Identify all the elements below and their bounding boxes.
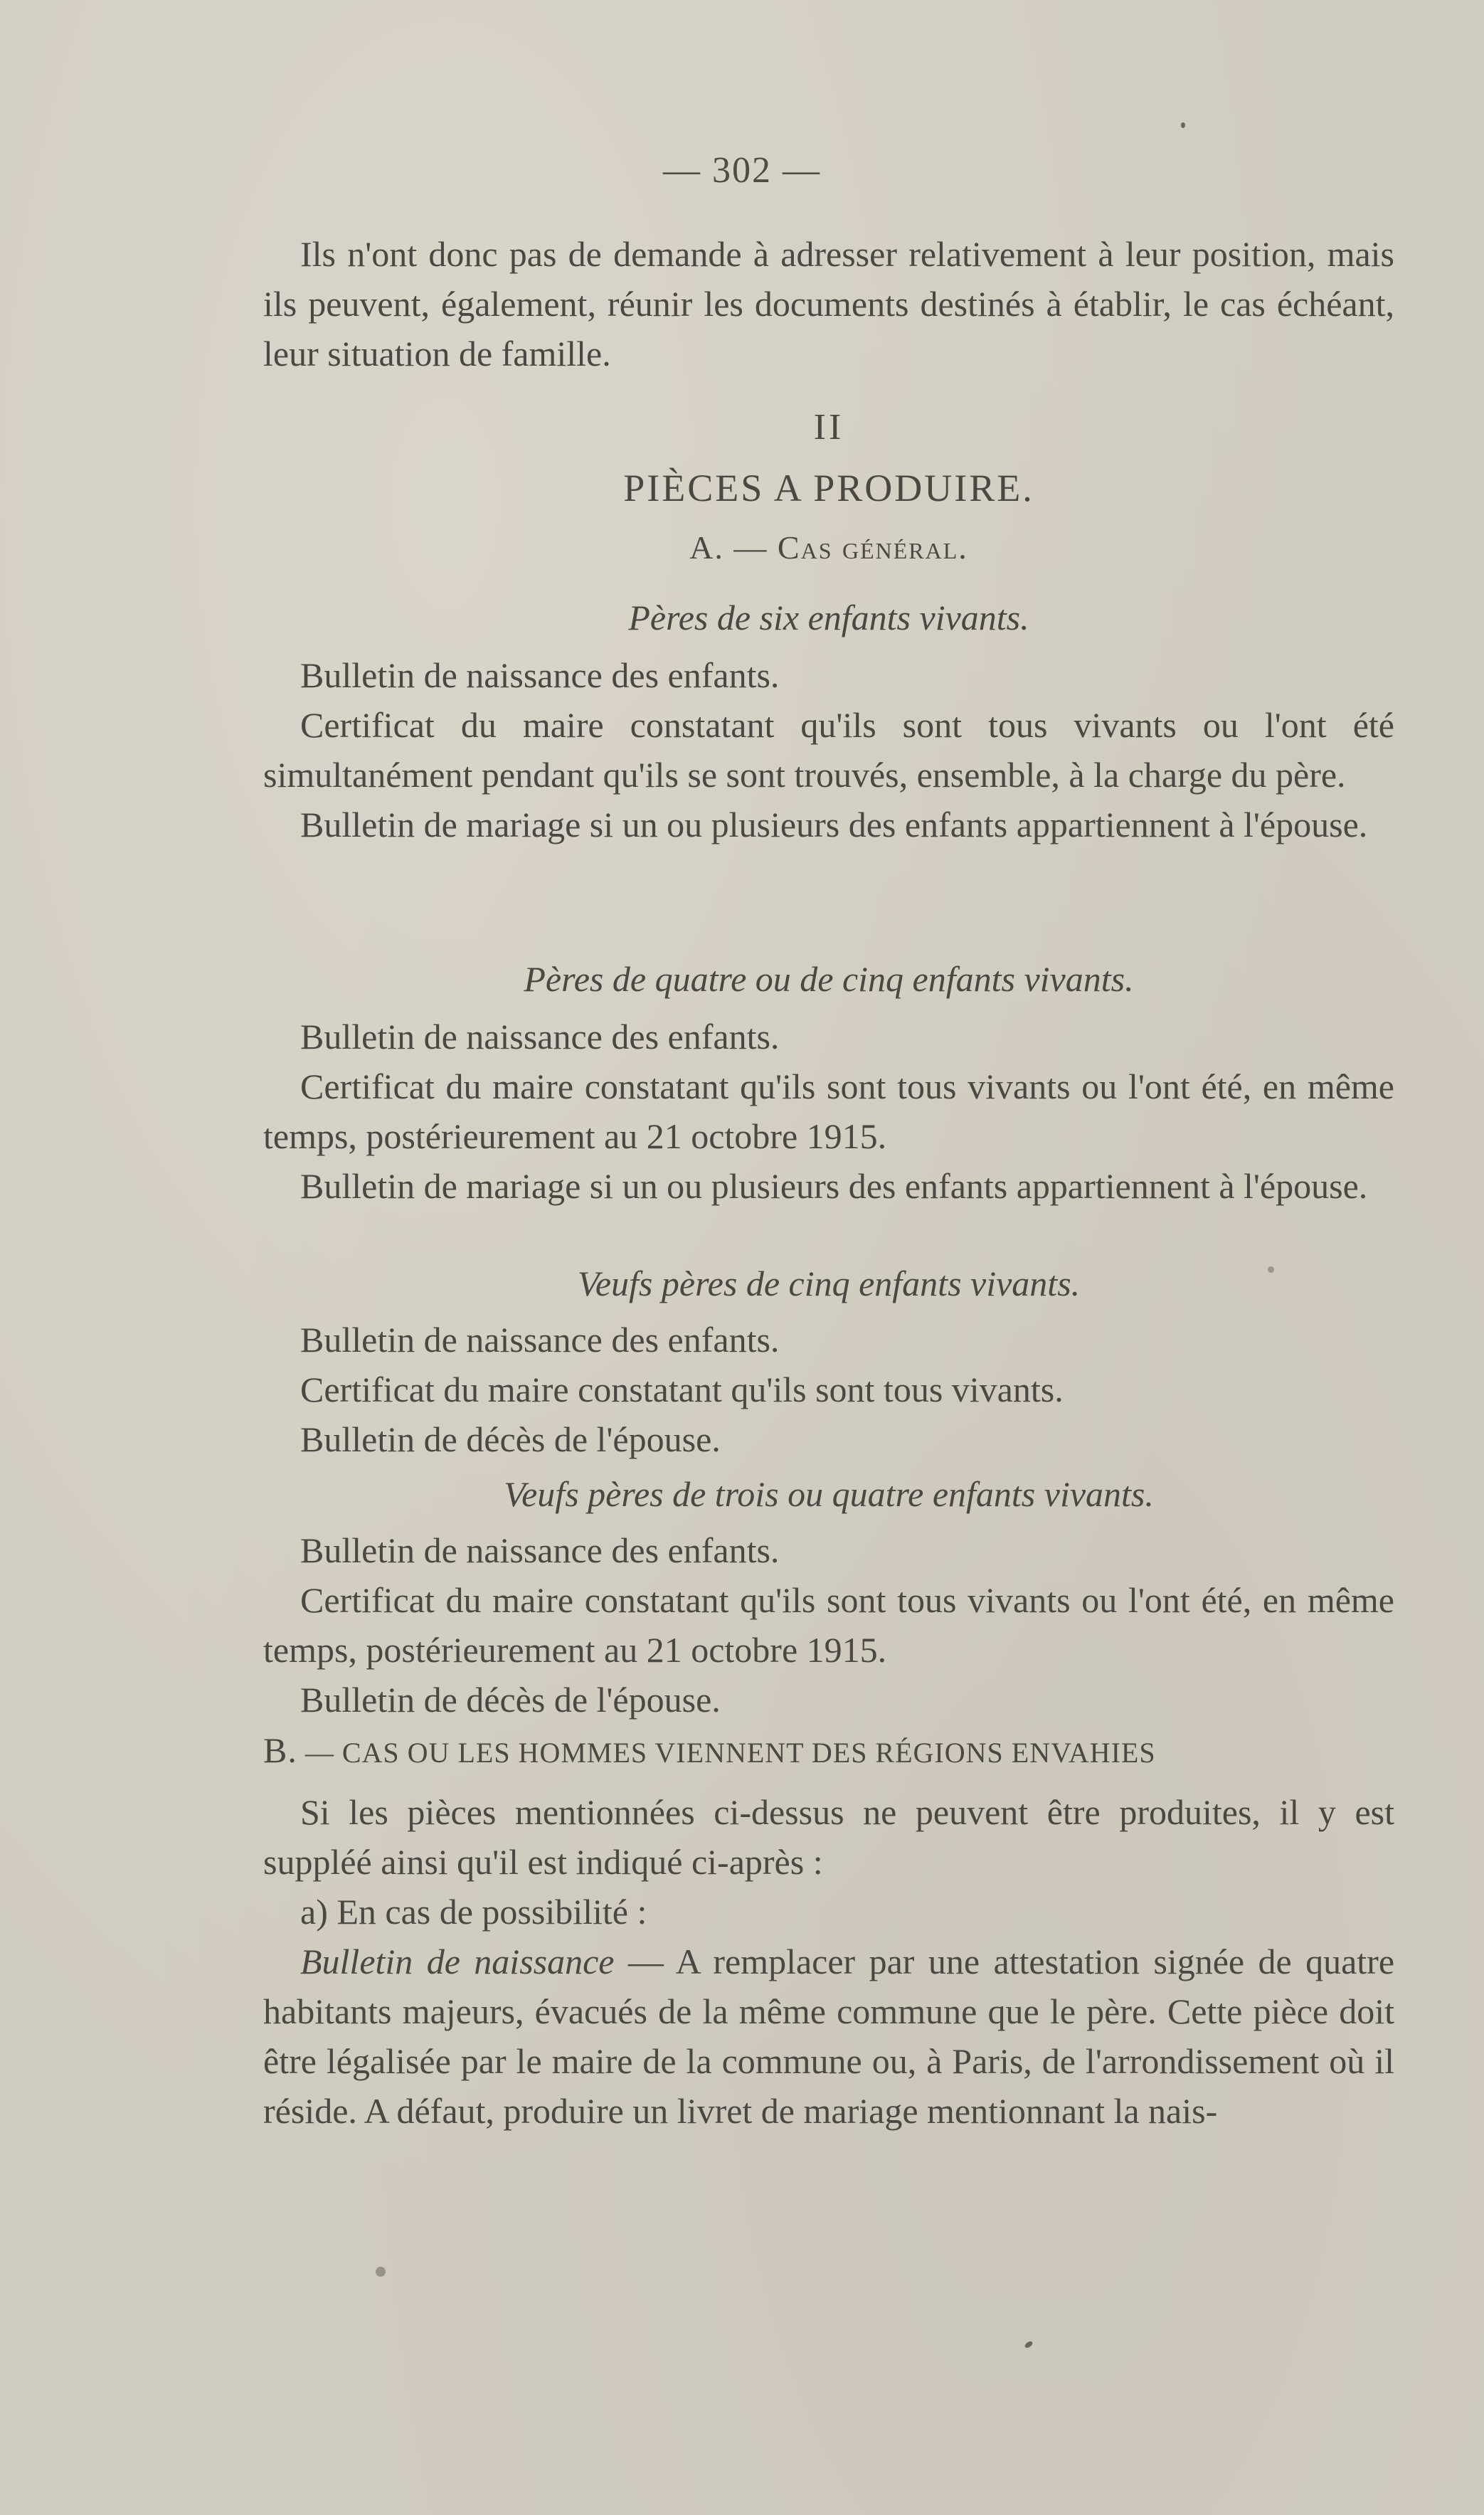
list-item: Bulletin de naissance des enfants. — [300, 1320, 780, 1360]
intro-block — [263, 229, 1394, 378]
section-b-label: B. — [263, 1730, 297, 1770]
section-number: II — [813, 407, 844, 448]
print-speck — [376, 2267, 386, 2277]
group-heading: Veufs pères de trois ou quatre enfants vivants. — [504, 1474, 1154, 1514]
group-heading: Pères de six enfants vivants. — [628, 598, 1029, 637]
item-text: — A remplacer par une attestation signée de quatre habitants majeurs, évacués de la même commune que le père. Cette pièce doit être légalisée par le maire de la commune ou, à Paris, de l'arrondissement où il réside. A défaut, produire un livret de mariage mentionnant la nais- — [263, 1942, 1395, 2131]
list-item: Certificat du maire constatant qu'ils sont tous vivants ou l'ont été, en même temps, postérieurement au 21 octobre 1915. — [263, 1066, 1394, 1156]
section-b-heading — [263, 1722, 1394, 1781]
list-item: Bulletin de naissance des enfants. — [300, 655, 780, 695]
list-item: Bulletin de mariage si un ou plusieurs des enfants appartiennent à l'épouse. — [300, 805, 1368, 844]
section-b-title: — CAS OU LES HOMMES VIENNENT DES RÉGIONS ENVAHIES — [297, 1737, 1156, 1769]
subsection-a-label: A. — — [689, 529, 778, 566]
group-heading: Veufs pères de cinq enfants vivants. — [577, 1264, 1081, 1303]
list-item: Bulletin de décès de l'épouse. — [300, 1680, 721, 1720]
list-item: Bulletin de mariage si un ou plusieurs des enfants appartiennent à l'épouse. — [300, 1166, 1368, 1206]
section-title: PIÈCES A PRODUIRE. — [623, 467, 1034, 509]
print-speck — [1181, 122, 1185, 128]
print-speck — [1268, 1266, 1274, 1273]
group-widowers-five — [263, 1256, 1394, 1464]
section-heading — [263, 403, 1394, 576]
group-four-five-children — [263, 952, 1394, 1211]
group-widowers-three-four — [263, 1467, 1394, 1725]
intro-paragraph: Ils n'ont donc pas de demande à adresser relativement à leur position, mais ils peuvent, également, réunir les documents destinés à établir, le cas échéant, leur situation de famille. — [263, 234, 1394, 374]
list-item: Certificat du maire constatant qu'ils sont tous vivants ou l'ont été simultanément pendant qu'ils se sont trouvés, ensemble, à la charge du père. — [263, 705, 1394, 795]
birth-certificate-item — [263, 1937, 1394, 2136]
subsection-a-heading — [263, 519, 1394, 576]
page-number: — 302 — — [663, 150, 821, 191]
group-six-children — [263, 591, 1394, 849]
case-label: a) En cas de possibilité : — [300, 1892, 647, 1932]
section-b — [263, 1722, 1394, 2136]
list-item: Bulletin de naissance des enfants. — [300, 1530, 780, 1570]
item-term: Bulletin de naissance — [300, 1942, 615, 1981]
list-item: Certificat du maire constatant qu'ils sont tous vivants. — [300, 1370, 1064, 1409]
list-item: Certificat du maire constatant qu'ils sont tous vivants ou l'ont été, en même temps, postérieurement au 21 octobre 1915. — [263, 1580, 1394, 1670]
section-b-intro: Si les pièces mentionnées ci-dessus ne peuvent être produites, il y est suppléé ainsi qu'il est indiqué ci-après : — [263, 1792, 1394, 1882]
list-item: Bulletin de naissance des enfants. — [300, 1017, 780, 1057]
print-speck — [1024, 2340, 1034, 2349]
group-heading: Pères de quatre ou de cinq enfants vivants. — [524, 959, 1134, 999]
list-item: Bulletin de décès de l'épouse. — [300, 1419, 721, 1459]
subsection-a-title: Cas général. — [777, 529, 968, 566]
